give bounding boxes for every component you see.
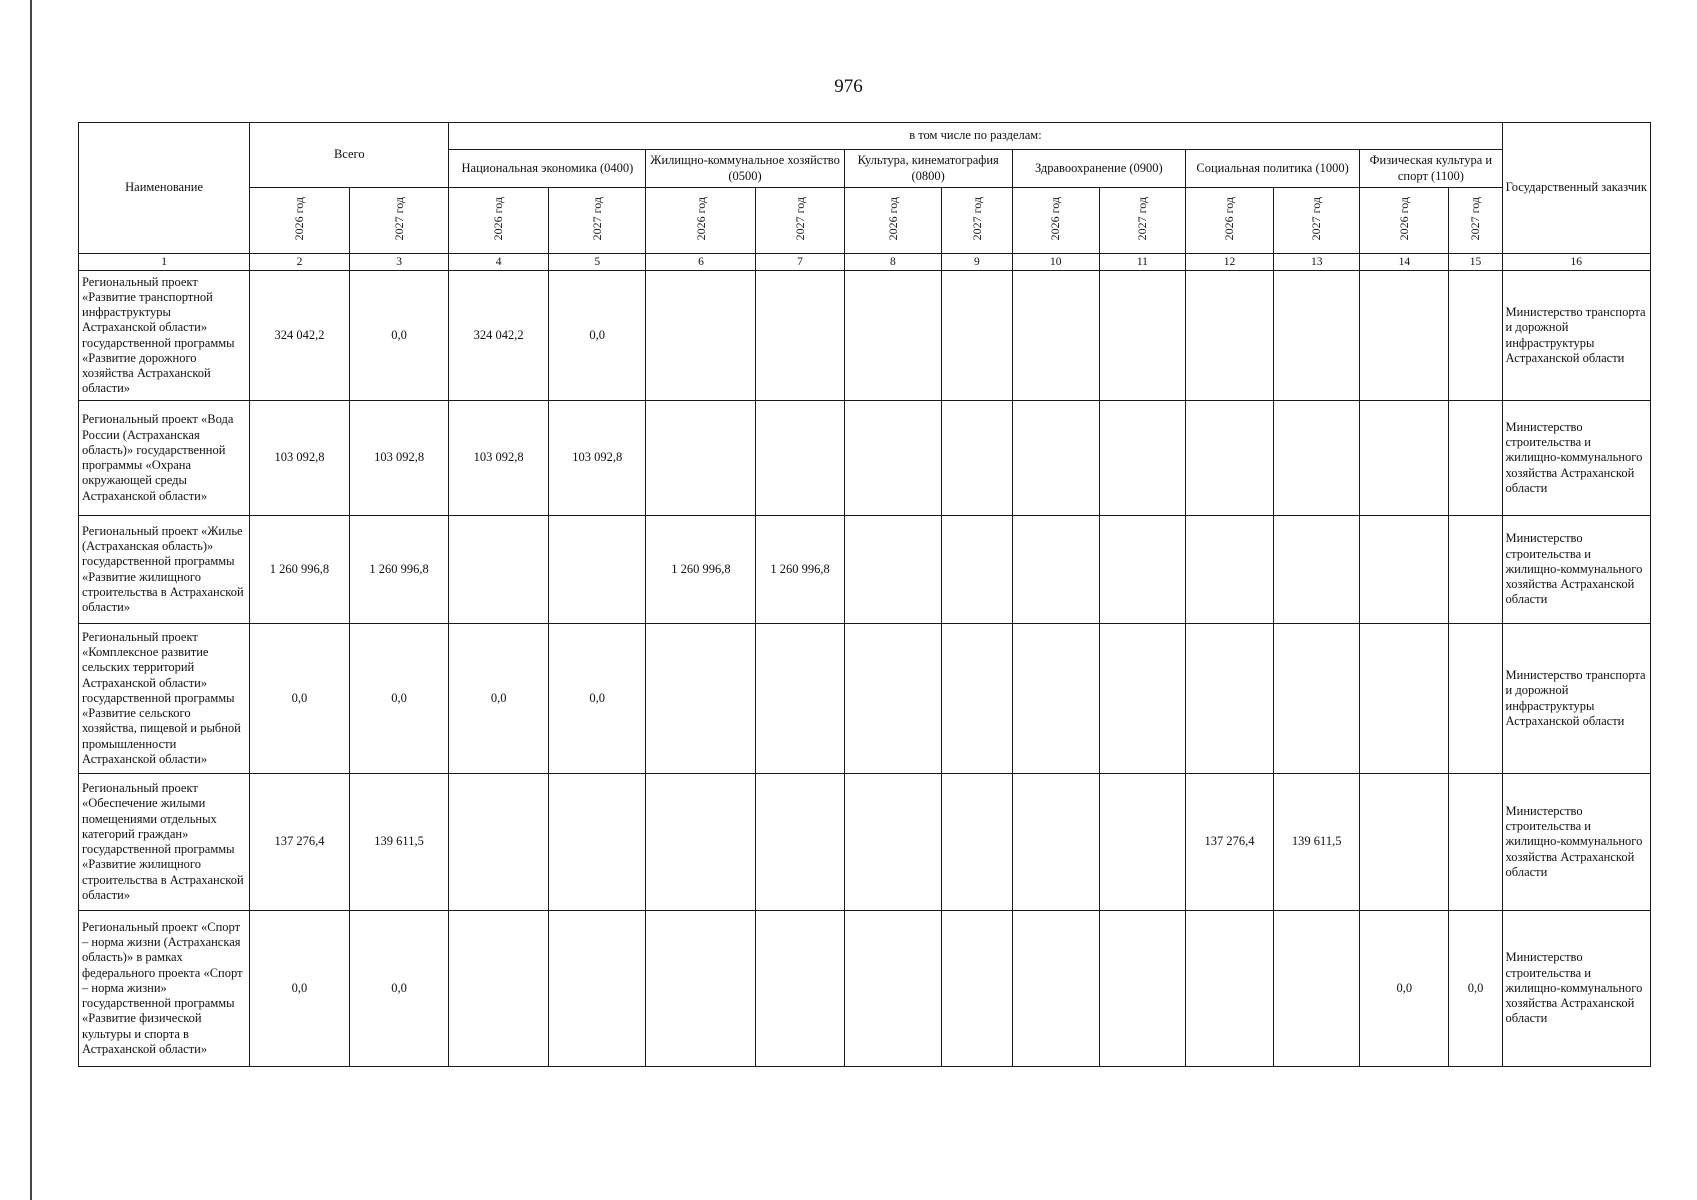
column-index-cell: 10	[1012, 254, 1099, 271]
header-section-0400: Национальная экономика (0400)	[449, 150, 646, 188]
value-cell	[1360, 774, 1449, 911]
scan-edge-line	[30, 0, 32, 1200]
year-header-cell	[1274, 188, 1360, 254]
value-cell	[1185, 911, 1273, 1067]
value-cell	[1185, 624, 1273, 774]
value-cell	[844, 401, 942, 516]
customer-cell: Министерство строительства и жилищно-коммунального хозяйства Астраханской области	[1502, 516, 1650, 624]
year-header-cell	[756, 188, 844, 254]
value-cell	[1274, 271, 1360, 401]
value-cell	[449, 774, 549, 911]
year-header-cell	[942, 188, 1013, 254]
customer-cell: Министерство транспорта и дорожной инфраструктуры Астраханской области	[1502, 624, 1650, 774]
value-cell	[942, 401, 1013, 516]
header-by-sections: в том числе по разделам:	[449, 123, 1502, 150]
year-header-row	[79, 188, 1651, 254]
customer-cell: Министерство транспорта и дорожной инфраструктуры Астраханской области	[1502, 271, 1650, 401]
column-index-cell: 9	[942, 254, 1013, 271]
value-cell: 0,0	[1449, 911, 1502, 1067]
column-index-cell: 1	[79, 254, 250, 271]
value-cell	[1360, 516, 1449, 624]
value-cell	[1012, 911, 1099, 1067]
header-customer: Государственный заказчик	[1502, 123, 1650, 254]
year-header-cell	[646, 188, 756, 254]
value-cell	[548, 516, 646, 624]
value-cell	[449, 911, 549, 1067]
value-cell: 139 611,5	[1274, 774, 1360, 911]
value-cell	[942, 516, 1013, 624]
value-cell: 139 611,5	[349, 774, 449, 911]
value-cell: 0,0	[250, 624, 350, 774]
header-section-1100: Физическая культура и спорт (1100)	[1360, 150, 1502, 188]
value-cell	[1185, 516, 1273, 624]
year-header-cell	[1185, 188, 1273, 254]
column-index-cell: 16	[1502, 254, 1650, 271]
value-cell	[942, 271, 1013, 401]
column-index-cell: 5	[548, 254, 646, 271]
value-cell: 0,0	[250, 911, 350, 1067]
table-row	[79, 911, 1651, 1067]
year-label: 2027 год	[792, 196, 807, 241]
value-cell	[1099, 911, 1185, 1067]
value-cell	[1012, 516, 1099, 624]
value-cell	[1099, 271, 1185, 401]
table-row	[79, 624, 1651, 774]
value-cell	[1360, 401, 1449, 516]
project-name-cell: Региональный проект «Комплексное развитие сельских территорий Астраханской области» государственной программы «Развитие сельского хозяйства, пищевой и рыбной промышленности Астраханской области»	[79, 624, 250, 774]
header-section-0900: Здравоохранение (0900)	[1012, 150, 1185, 188]
value-cell	[1360, 271, 1449, 401]
value-cell: 1 260 996,8	[349, 516, 449, 624]
value-cell	[844, 774, 942, 911]
column-index-cell: 3	[349, 254, 449, 271]
value-cell	[1099, 624, 1185, 774]
value-cell: 1 260 996,8	[646, 516, 756, 624]
header-section-1000: Социальная политика (1000)	[1185, 150, 1359, 188]
value-cell	[756, 271, 844, 401]
header-section-0800: Культура, кинематография (0800)	[844, 150, 1012, 188]
column-index-row	[79, 254, 1651, 271]
year-label: 2026 год	[1397, 196, 1412, 241]
table-row	[79, 774, 1651, 911]
value-cell	[756, 774, 844, 911]
value-cell: 103 092,8	[349, 401, 449, 516]
value-cell	[1274, 911, 1360, 1067]
value-cell	[1449, 271, 1502, 401]
project-name-cell: Региональный проект «Жилье (Астраханская область)» государственной программы «Развитие жилищного строительства в Астраханской области»	[79, 516, 250, 624]
value-cell	[844, 911, 942, 1067]
value-cell: 0,0	[449, 624, 549, 774]
year-header-cell	[1360, 188, 1449, 254]
table-row	[79, 516, 1651, 624]
column-index-cell: 4	[449, 254, 549, 271]
table-row	[79, 401, 1651, 516]
value-cell	[1274, 516, 1360, 624]
value-cell	[449, 516, 549, 624]
value-cell: 324 042,2	[250, 271, 350, 401]
value-cell: 0,0	[349, 271, 449, 401]
year-header-cell	[250, 188, 350, 254]
value-cell	[1012, 271, 1099, 401]
year-header-cell	[844, 188, 942, 254]
value-cell	[1274, 624, 1360, 774]
column-index-cell: 6	[646, 254, 756, 271]
year-label: 2026 год	[1222, 196, 1237, 241]
year-header-cell	[349, 188, 449, 254]
value-cell	[1012, 624, 1099, 774]
table-body	[79, 271, 1651, 1067]
customer-cell: Министерство строительства и жилищно-коммунального хозяйства Астраханской области	[1502, 911, 1650, 1067]
value-cell	[1185, 401, 1273, 516]
value-cell	[646, 401, 756, 516]
year-label: 2026 год	[491, 196, 506, 241]
value-cell	[1274, 401, 1360, 516]
year-label: 2027 год	[1309, 196, 1324, 241]
year-label: 2027 год	[1135, 196, 1150, 241]
value-cell	[1449, 401, 1502, 516]
header-section-0500: Жилищно-коммунальное хозяйство (0500)	[646, 150, 844, 188]
year-label: 2027 год	[1468, 196, 1483, 241]
value-cell: 0,0	[548, 624, 646, 774]
value-cell	[1360, 624, 1449, 774]
value-cell	[646, 774, 756, 911]
year-header-cell	[1449, 188, 1502, 254]
page-number: 976	[834, 76, 863, 97]
value-cell: 0,0	[1360, 911, 1449, 1067]
value-cell	[844, 516, 942, 624]
year-label: 2026 год	[693, 196, 708, 241]
value-cell: 0,0	[349, 624, 449, 774]
value-cell	[1449, 516, 1502, 624]
year-header-cell	[548, 188, 646, 254]
value-cell	[646, 271, 756, 401]
value-cell	[1449, 624, 1502, 774]
year-label: 2026 год	[292, 196, 307, 241]
value-cell: 137 276,4	[1185, 774, 1273, 911]
year-label: 2026 год	[1048, 196, 1063, 241]
year-label: 2027 год	[969, 196, 984, 241]
column-index-cell: 11	[1099, 254, 1185, 271]
project-name-cell: Региональный проект «Вода России (Астраханская область)» государственной программы «Охрана окружающей среды Астраханской области»	[79, 401, 250, 516]
customer-cell: Министерство строительства и жилищно-коммунального хозяйства Астраханской области	[1502, 401, 1650, 516]
column-index-cell: 12	[1185, 254, 1273, 271]
value-cell	[548, 774, 646, 911]
value-cell	[942, 911, 1013, 1067]
column-index-cell: 15	[1449, 254, 1502, 271]
project-name-cell: Региональный проект «Спорт – норма жизни (Астраханская область)» в рамках федерального проекта «Спорт – норма жизни» государственной программы «Развитие физической культуры и спорта в Астраханской области»	[79, 911, 250, 1067]
value-cell	[646, 911, 756, 1067]
year-label: 2027 год	[589, 196, 604, 241]
year-header-cell	[1012, 188, 1099, 254]
value-cell: 137 276,4	[250, 774, 350, 911]
budget-table	[78, 122, 1651, 1067]
value-cell	[756, 624, 844, 774]
year-label: 2027 год	[391, 196, 406, 241]
value-cell	[844, 271, 942, 401]
value-cell	[942, 624, 1013, 774]
value-cell	[1012, 401, 1099, 516]
year-header-cell	[1099, 188, 1185, 254]
value-cell	[1449, 774, 1502, 911]
value-cell	[1099, 516, 1185, 624]
year-label: 2026 год	[885, 196, 900, 241]
header-total: Всего	[250, 123, 449, 188]
value-cell: 103 092,8	[548, 401, 646, 516]
value-cell	[756, 911, 844, 1067]
value-cell	[1099, 401, 1185, 516]
column-index-cell: 2	[250, 254, 350, 271]
value-cell	[646, 624, 756, 774]
value-cell	[1185, 271, 1273, 401]
value-cell: 103 092,8	[250, 401, 350, 516]
value-cell	[1099, 774, 1185, 911]
year-header-cell	[449, 188, 549, 254]
column-index-cell: 13	[1274, 254, 1360, 271]
project-name-cell: Региональный проект «Развитие транспортной инфраструктуры Астраханской области» государственной программы «Развитие дорожного хозяйства Астраханской области»	[79, 271, 250, 401]
value-cell	[756, 401, 844, 516]
column-index-cell: 14	[1360, 254, 1449, 271]
value-cell: 1 260 996,8	[756, 516, 844, 624]
value-cell: 1 260 996,8	[250, 516, 350, 624]
column-index-cell: 7	[756, 254, 844, 271]
header-name: Наименование	[79, 123, 250, 254]
table-row	[79, 271, 1651, 401]
value-cell	[844, 624, 942, 774]
value-cell: 0,0	[548, 271, 646, 401]
value-cell: 103 092,8	[449, 401, 549, 516]
value-cell	[548, 911, 646, 1067]
value-cell: 324 042,2	[449, 271, 549, 401]
value-cell	[1012, 774, 1099, 911]
column-index-cell: 8	[844, 254, 942, 271]
value-cell: 0,0	[349, 911, 449, 1067]
project-name-cell: Региональный проект «Обеспечение жилыми помещениями отдельных категорий граждан» государственной программы «Развитие жилищного строительства в Астраханской области»	[79, 774, 250, 911]
value-cell	[942, 774, 1013, 911]
customer-cell: Министерство строительства и жилищно-коммунального хозяйства Астраханской области	[1502, 774, 1650, 911]
